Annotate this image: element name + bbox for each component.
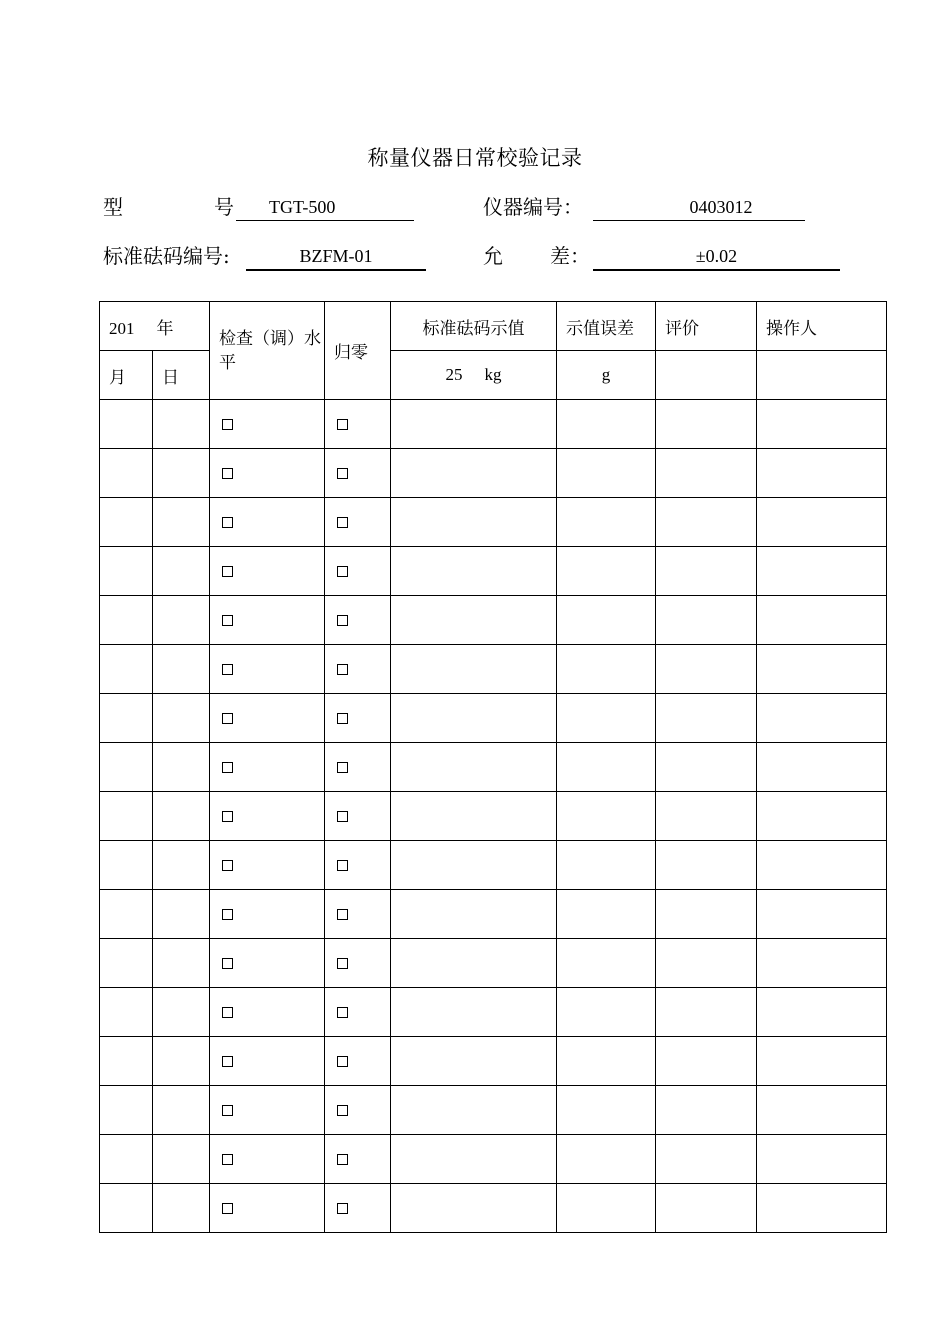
standard-weight-reading-cell[interactable] (391, 939, 557, 988)
standard-weight-reading-cell[interactable] (391, 988, 557, 1037)
operator-subheader-empty (757, 351, 887, 400)
month-cell[interactable] (100, 988, 153, 1037)
zero-header: 归零 (325, 302, 391, 400)
checkbox[interactable] (337, 664, 348, 675)
zero-check-cell[interactable] (325, 596, 391, 645)
operator-cell[interactable] (757, 939, 887, 988)
level-check-cell[interactable] (210, 792, 325, 841)
error-unit-cell (557, 351, 656, 400)
indication-error-cell[interactable] (557, 743, 656, 792)
tolerance-label-part2: 差： (550, 244, 590, 268)
log-row (100, 1086, 887, 1135)
log-row (100, 743, 887, 792)
month-cell[interactable] (100, 645, 153, 694)
indication-error-cell[interactable] (557, 988, 656, 1037)
checkbox[interactable] (337, 468, 348, 479)
evaluation-cell[interactable] (656, 449, 757, 498)
evaluation-cell[interactable] (656, 547, 757, 596)
model-label-part1: 型 (103, 195, 123, 219)
log-row (100, 1135, 887, 1184)
zero-check-cell[interactable] (325, 841, 391, 890)
standard-weight-unit: kg (484, 365, 502, 384)
zero-check-cell[interactable] (325, 1037, 391, 1086)
operator-cell[interactable] (757, 1135, 887, 1184)
month-cell[interactable] (100, 743, 153, 792)
day-cell[interactable] (153, 449, 210, 498)
zero-check-cell[interactable] (325, 792, 391, 841)
day-cell[interactable] (153, 645, 210, 694)
checkbox[interactable] (222, 1105, 233, 1116)
zero-check-cell[interactable] (325, 1135, 391, 1184)
month-header: 月 (100, 351, 153, 400)
level-check-header: 检查（调）水平 (210, 302, 325, 400)
day-cell[interactable] (153, 1184, 210, 1233)
tolerance-value[interactable]: ±0.02 (593, 243, 840, 271)
zero-check-cell[interactable] (325, 645, 391, 694)
model-label-part2: 号 (214, 195, 234, 219)
month-cell[interactable] (100, 694, 153, 743)
level-check-cell[interactable] (210, 1037, 325, 1086)
evaluation-cell[interactable] (656, 694, 757, 743)
month-cell[interactable] (100, 1184, 153, 1233)
day-cell[interactable] (153, 596, 210, 645)
level-check-cell[interactable] (210, 645, 325, 694)
indication-error-cell[interactable] (557, 1037, 656, 1086)
instrument-number-value[interactable]: 0403012 (593, 194, 805, 221)
day-cell[interactable] (153, 939, 210, 988)
error-unit: g (601, 365, 611, 384)
indication-error-cell[interactable] (557, 449, 656, 498)
log-row (100, 645, 887, 694)
level-check-cell[interactable] (210, 939, 325, 988)
year-prefix: 201 (109, 318, 135, 338)
evaluation-subheader-empty (656, 351, 757, 400)
indication-error-cell[interactable] (557, 890, 656, 939)
evaluation-cell[interactable] (656, 939, 757, 988)
evaluation-cell[interactable] (656, 1184, 757, 1233)
log-row (100, 939, 887, 988)
indication-error-cell[interactable] (557, 596, 656, 645)
operator-cell[interactable] (757, 1037, 887, 1086)
operator-cell[interactable] (757, 743, 887, 792)
standard-weight-reading-cell[interactable] (391, 792, 557, 841)
level-check-cell[interactable] (210, 1135, 325, 1184)
indication-error-cell[interactable] (557, 645, 656, 694)
evaluation-cell[interactable] (656, 890, 757, 939)
checkbox[interactable] (337, 958, 348, 969)
checkbox[interactable] (222, 1007, 233, 1018)
standard-weight-reading-cell[interactable] (391, 841, 557, 890)
evaluation-cell[interactable] (656, 988, 757, 1037)
operator-cell[interactable] (757, 449, 887, 498)
checkbox[interactable] (222, 1154, 233, 1165)
operator-cell[interactable] (757, 400, 887, 449)
indication-error-cell[interactable] (557, 1184, 656, 1233)
standard-weight-reading-cell[interactable] (391, 498, 557, 547)
operator-cell[interactable] (757, 841, 887, 890)
indication-error-cell[interactable] (557, 547, 656, 596)
standard-weight-reading-cell[interactable] (391, 743, 557, 792)
standard-weight-reading-cell[interactable] (391, 547, 557, 596)
day-cell[interactable] (153, 988, 210, 1037)
checkbox[interactable] (337, 1154, 348, 1165)
month-cell[interactable] (100, 498, 153, 547)
month-cell[interactable] (100, 1135, 153, 1184)
operator-cell[interactable] (757, 498, 887, 547)
zero-check-cell[interactable] (325, 743, 391, 792)
evaluation-cell[interactable] (656, 1086, 757, 1135)
standard-weight-reading-cell[interactable] (391, 1037, 557, 1086)
standard-weight-reading-cell[interactable] (391, 1086, 557, 1135)
instrument-number-label: 仪器编号： (483, 195, 583, 219)
level-check-cell[interactable] (210, 400, 325, 449)
document-title: 称量仪器日常校验记录 (367, 146, 583, 170)
operator-cell[interactable] (757, 890, 887, 939)
checkbox[interactable] (337, 566, 348, 577)
month-cell[interactable] (100, 1086, 153, 1135)
operator-header: 操作人 (757, 302, 887, 351)
checkbox[interactable] (222, 1203, 233, 1214)
operator-cell[interactable] (757, 596, 887, 645)
standard-weight-reading-cell[interactable] (391, 1135, 557, 1184)
log-row (100, 792, 887, 841)
operator-cell[interactable] (757, 792, 887, 841)
evaluation-cell[interactable] (656, 400, 757, 449)
level-check-cell[interactable] (210, 694, 325, 743)
header-row-1 (100, 302, 887, 351)
month-cell[interactable] (100, 841, 153, 890)
operator-cell[interactable] (757, 1086, 887, 1135)
log-row (100, 400, 887, 449)
zero-check-cell[interactable] (325, 547, 391, 596)
log-row (100, 1184, 887, 1233)
month-cell[interactable] (100, 939, 153, 988)
model-value[interactable]: TGT-500 (236, 194, 414, 221)
month-cell[interactable] (100, 792, 153, 841)
month-cell[interactable] (100, 1037, 153, 1086)
operator-cell[interactable] (757, 988, 887, 1037)
zero-check-cell[interactable] (325, 498, 391, 547)
checkbox[interactable] (337, 713, 348, 724)
level-check-cell[interactable] (210, 743, 325, 792)
day-cell[interactable] (153, 890, 210, 939)
standard-weight-reading-cell[interactable] (391, 1184, 557, 1233)
standard-weight-header: 标准砝码示值 (391, 302, 557, 351)
log-row (100, 890, 887, 939)
checkbox[interactable] (222, 566, 233, 577)
evaluation-cell[interactable] (656, 1037, 757, 1086)
log-row (100, 841, 887, 890)
evaluation-cell[interactable] (656, 596, 757, 645)
checkbox[interactable] (337, 811, 348, 822)
indication-error-cell[interactable] (557, 1086, 656, 1135)
level-check-cell[interactable] (210, 449, 325, 498)
day-header: 日 (153, 351, 210, 400)
evaluation-cell[interactable] (656, 792, 757, 841)
zero-check-cell[interactable] (325, 694, 391, 743)
checkbox[interactable] (222, 811, 233, 822)
operator-cell[interactable] (757, 547, 887, 596)
standard-weight-reading-cell[interactable] (391, 694, 557, 743)
zero-check-cell[interactable] (325, 890, 391, 939)
day-cell[interactable] (153, 1037, 210, 1086)
indication-error-cell[interactable] (557, 1135, 656, 1184)
standard-weight-reading-cell[interactable] (391, 400, 557, 449)
level-check-cell[interactable] (210, 498, 325, 547)
day-cell[interactable] (153, 694, 210, 743)
checkbox[interactable] (222, 664, 233, 675)
month-cell[interactable] (100, 400, 153, 449)
month-cell[interactable] (100, 890, 153, 939)
standard-weight-number-label: 标准砝码编号: (103, 244, 230, 268)
indication-error-cell[interactable] (557, 498, 656, 547)
checkbox[interactable] (222, 762, 233, 773)
checkbox[interactable] (222, 1056, 233, 1067)
indication-error-cell[interactable] (557, 792, 656, 841)
indication-error-cell[interactable] (557, 694, 656, 743)
evaluation-cell[interactable] (656, 1135, 757, 1184)
checkbox[interactable] (337, 1056, 348, 1067)
checkbox[interactable] (337, 1203, 348, 1214)
log-row (100, 694, 887, 743)
indication-error-cell[interactable] (557, 841, 656, 890)
standard-weight-value: 25 (445, 365, 463, 384)
month-cell[interactable] (100, 449, 153, 498)
standard-weight-reading-cell[interactable] (391, 645, 557, 694)
evaluation-cell[interactable] (656, 743, 757, 792)
operator-cell[interactable] (757, 645, 887, 694)
level-check-cell[interactable] (210, 841, 325, 890)
indication-error-cell[interactable] (557, 400, 656, 449)
day-cell[interactable] (153, 547, 210, 596)
day-cell[interactable] (153, 792, 210, 841)
log-row (100, 449, 887, 498)
level-check-cell[interactable] (210, 890, 325, 939)
tolerance-label-part1: 允 (483, 244, 503, 268)
day-cell[interactable] (153, 498, 210, 547)
checkbox[interactable] (337, 860, 348, 871)
standard-weight-number-value[interactable]: BZFM-01 (246, 243, 426, 271)
zero-check-cell[interactable] (325, 988, 391, 1037)
zero-check-cell[interactable] (325, 400, 391, 449)
standard-weight-value-cell (391, 351, 557, 400)
checkbox[interactable] (337, 615, 348, 626)
day-cell[interactable] (153, 743, 210, 792)
log-row (100, 1037, 887, 1086)
checkbox[interactable] (337, 909, 348, 920)
checkbox[interactable] (337, 1105, 348, 1116)
operator-cell[interactable] (757, 694, 887, 743)
checkbox[interactable] (222, 860, 233, 871)
zero-check-cell[interactable] (325, 1184, 391, 1233)
indication-error-cell[interactable] (557, 939, 656, 988)
checkbox[interactable] (337, 517, 348, 528)
evaluation-cell[interactable] (656, 645, 757, 694)
log-row (100, 498, 887, 547)
level-check-cell[interactable] (210, 1184, 325, 1233)
checkbox[interactable] (222, 419, 233, 430)
day-cell[interactable] (153, 400, 210, 449)
checkbox[interactable] (222, 468, 233, 479)
checkbox[interactable] (222, 958, 233, 969)
level-check-cell[interactable] (210, 547, 325, 596)
month-cell[interactable] (100, 596, 153, 645)
year-label: 年 (156, 318, 174, 339)
evaluation-header: 评价 (656, 302, 757, 351)
zero-check-cell[interactable] (325, 449, 391, 498)
calibration-log-table (99, 301, 887, 1233)
log-row (100, 596, 887, 645)
checkbox[interactable] (222, 517, 233, 528)
checkbox[interactable] (222, 615, 233, 626)
month-cell[interactable] (100, 547, 153, 596)
indication-error-header: 示值误差 (557, 302, 656, 351)
level-check-cell[interactable] (210, 1086, 325, 1135)
checkbox[interactable] (337, 419, 348, 430)
checkbox[interactable] (337, 762, 348, 773)
level-check-cell[interactable] (210, 596, 325, 645)
checkbox[interactable] (337, 1007, 348, 1018)
zero-check-cell[interactable] (325, 1086, 391, 1135)
evaluation-cell[interactable] (656, 498, 757, 547)
day-cell[interactable] (153, 1086, 210, 1135)
day-cell[interactable] (153, 841, 210, 890)
standard-weight-reading-cell[interactable] (391, 449, 557, 498)
level-check-cell[interactable] (210, 988, 325, 1037)
zero-check-cell[interactable] (325, 939, 391, 988)
checkbox[interactable] (222, 713, 233, 724)
year-header (100, 302, 210, 351)
log-row (100, 547, 887, 596)
standard-weight-reading-cell[interactable] (391, 890, 557, 939)
operator-cell[interactable] (757, 1184, 887, 1233)
checkbox[interactable] (222, 909, 233, 920)
evaluation-cell[interactable] (656, 841, 757, 890)
log-row (100, 988, 887, 1037)
standard-weight-reading-cell[interactable] (391, 596, 557, 645)
day-cell[interactable] (153, 1135, 210, 1184)
